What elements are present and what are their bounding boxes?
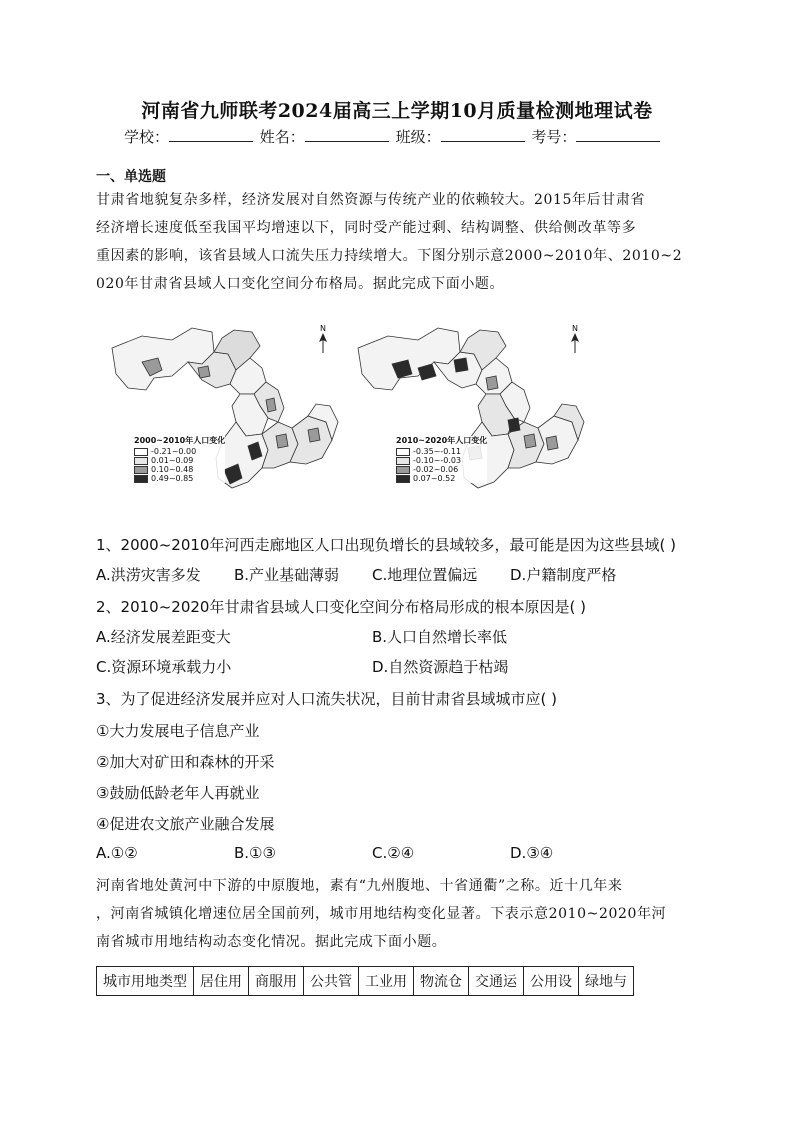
school-blank[interactable] [169, 127, 253, 142]
q2-option-c[interactable]: C.资源环境承载力小 [96, 658, 232, 676]
legend-swatch [396, 466, 410, 474]
map-2000-2010 [102, 318, 352, 518]
passage-line: 经济增长速度低至我国平均增速以下，同时受产能过剩、结构调整、供给侧改革等多 [96, 220, 637, 236]
legend-title: 2010~2020年人口变化 [396, 436, 488, 445]
table-header-cell: 绿地与 [579, 967, 634, 996]
legend-label: -0.35~-0.11 [413, 447, 462, 456]
legend-label: -0.02~0.06 [413, 465, 459, 474]
map-region-mid-e [276, 434, 288, 448]
legend-label: 0.10~0.48 [151, 465, 194, 474]
q3-item-2: ②加大对矿田和森林的开采 [96, 753, 275, 771]
legend-row [134, 474, 225, 483]
exam-number-blank[interactable] [576, 127, 660, 142]
student-info-line [124, 126, 662, 147]
gansu-maps-figure [96, 318, 700, 518]
table-header-cell: 物流仓 [414, 967, 469, 996]
name-blank[interactable] [305, 127, 389, 142]
name-label: 姓名： [259, 128, 305, 146]
table-header-cell: 工业用 [359, 967, 414, 996]
q3-option-d[interactable]: D.③④ [510, 844, 554, 862]
table-header-cell: 交通运 [469, 967, 524, 996]
q3-option-c[interactable]: C.②④ [372, 844, 415, 862]
legend-label: 0.49~0.85 [151, 474, 194, 483]
q1-option-d[interactable]: D.户籍制度严格 [510, 566, 617, 584]
class-label: 班级： [395, 128, 441, 146]
legend-swatch [134, 448, 148, 456]
legend-row [396, 456, 487, 465]
map-region-mid-g [524, 434, 536, 448]
question-2-text: 2、2010~2020年甘肃省县域人口变化空间分布格局形成的根本原因是( ) [96, 598, 586, 616]
legend-swatch [396, 448, 410, 456]
map-region-mid-g [198, 366, 210, 378]
map-region-west [112, 328, 214, 390]
passage-line: 南省城市用地结构动态变化情况。据此完成下面小题。 [96, 934, 447, 950]
legend-swatch [396, 475, 410, 483]
legend-row [134, 465, 225, 474]
passage-line: 河南省地处黄河中下游的中原腹地，素有“九州腹地、十省通衢”之称。近十几年来 [96, 878, 623, 894]
map-region-mid-h [546, 436, 558, 450]
legend-row [396, 447, 487, 456]
table-header-row [97, 967, 634, 996]
table-header-cell: 城市用地类型 [97, 967, 194, 996]
table-header-cell: 公用设 [524, 967, 579, 996]
question-3-text: 3、为了促进经济发展并应对人口流失状况，目前甘肃省县域城市应( ) [96, 690, 558, 708]
land-use-table [96, 966, 634, 996]
legend-row [396, 465, 487, 474]
legend-swatch [134, 475, 148, 483]
q2-option-d[interactable]: D.自然资源趋于枯竭 [372, 658, 509, 676]
q3-item-4: ④促进农文旅产业融合发展 [96, 815, 275, 833]
legend-swatch [134, 457, 148, 465]
map-region-mid-f [308, 428, 320, 442]
north-arrow-icon [570, 333, 580, 353]
legend-label: -0.21~0.00 [151, 447, 197, 456]
map-2010-2020 [348, 318, 598, 518]
map-region-dark-c [454, 358, 468, 372]
table-header-cell: 居住用 [194, 967, 249, 996]
q3-item-1: ①大力发展电子信息产业 [96, 722, 260, 740]
q3-item-3: ③鼓励低龄老年人再就业 [96, 784, 260, 802]
q1-option-c[interactable]: C.地理位置偏远 [372, 566, 478, 584]
legend-2000-2010 [134, 436, 225, 483]
legend-title: 2000~2010年人口变化 [134, 436, 226, 445]
map-region-mid-e [486, 376, 498, 390]
map-region-dark-d [508, 418, 520, 432]
exam-title: 河南省九师联考2024届高三上学期10月质量检测地理试卷 [141, 100, 653, 122]
passage-gansu [96, 186, 700, 298]
school-label: 学校： [124, 128, 170, 146]
table-header-cell: 商服用 [249, 967, 304, 996]
passage-line: ，河南省城镇化增速位居全国前列，城市用地结构变化显著。下表示意2010~2020年河 [96, 906, 667, 922]
q2-option-a[interactable]: A.经济发展差距变大 [96, 628, 231, 646]
passage-henan [96, 872, 700, 956]
legend-row [396, 474, 487, 483]
legend-row [134, 456, 225, 465]
q2-option-b[interactable]: B.人口自然增长率低 [372, 628, 508, 646]
q3-option-b[interactable]: B.①③ [234, 844, 276, 862]
q3-option-a[interactable]: A.①② [96, 844, 138, 862]
map-region-mid-d [266, 398, 276, 412]
north-arrow-icon [318, 333, 328, 353]
class-blank[interactable] [441, 127, 525, 142]
section-heading: 一、单选题 [96, 169, 166, 185]
legend-swatch [134, 466, 148, 474]
north-label: N [572, 324, 578, 333]
legend-label: 0.01~0.09 [151, 456, 194, 465]
q1-option-b[interactable]: B.产业基础薄弱 [234, 566, 340, 584]
legend-2010-2020 [396, 436, 487, 483]
north-arrow-2 [570, 324, 580, 355]
exam-number-label: 考号： [531, 128, 577, 146]
passage-line: 020年甘肃省县域人口变化空间分布格局。据此完成下面小题。 [96, 276, 505, 292]
question-1-text: 1、2000~2010年河西走廊地区人口出现负增长的县域较多，最可能是因为这些县域( ) [96, 536, 676, 554]
legend-label: -0.10~-0.03 [413, 456, 462, 465]
legend-label: 0.07~0.52 [413, 474, 456, 483]
legend-row [134, 447, 225, 456]
map-region-west [358, 328, 460, 390]
table-header-cell: 公共管 [304, 967, 359, 996]
passage-line: 重因素的影响，该省县域人口流失压力持续增大。下图分别示意2000~2010年、2010~2 [96, 248, 683, 264]
north-label: N [320, 324, 326, 333]
north-arrow-1 [318, 324, 328, 355]
legend-swatch [396, 457, 410, 465]
q1-option-a[interactable]: A.洪涝灾害多发 [96, 566, 201, 584]
passage-line: 甘肃省地貌复杂多样，经济发展对自然资源与传统产业的依赖较大。2015年后甘肃省 [96, 192, 646, 208]
